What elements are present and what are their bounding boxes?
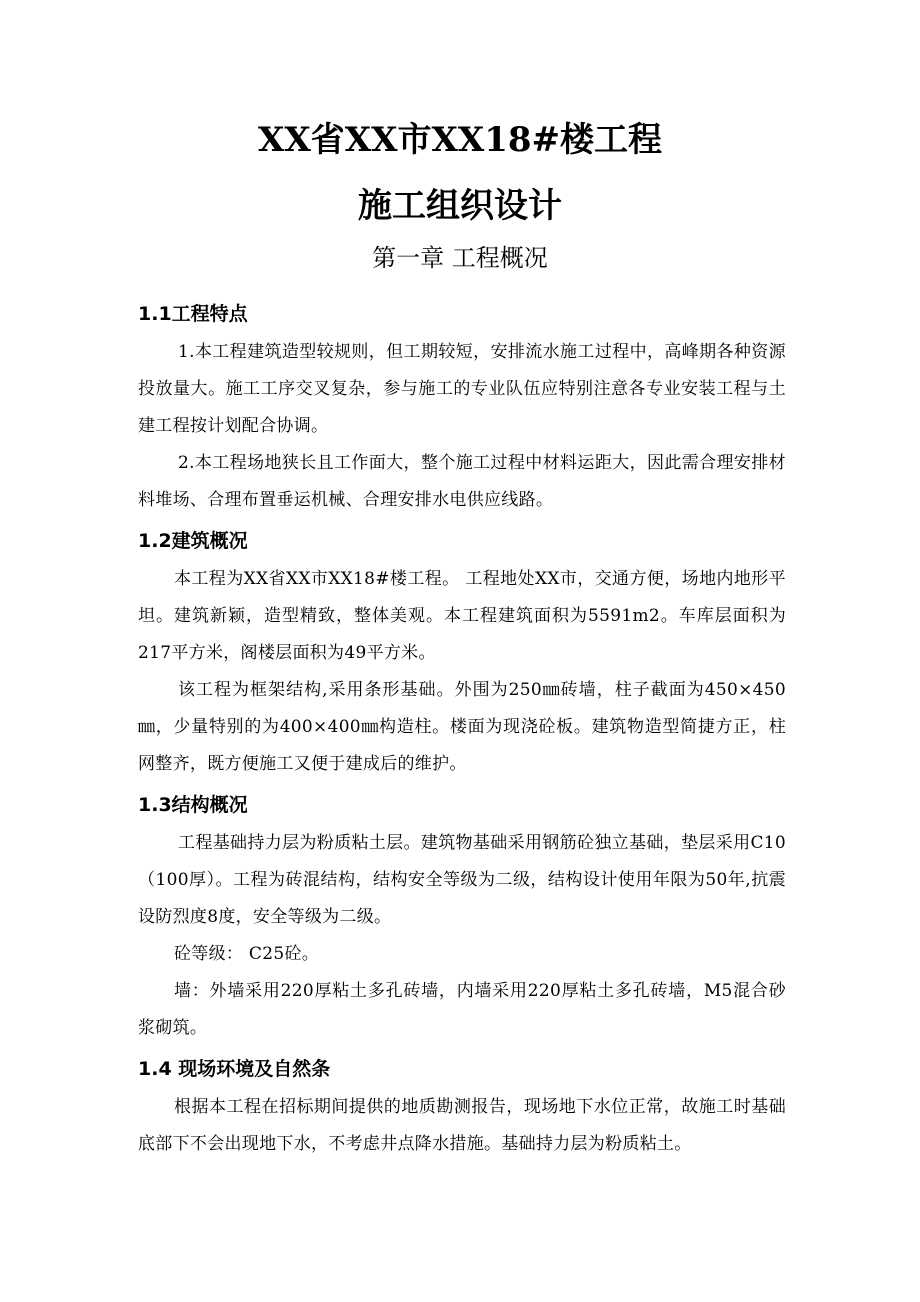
paragraph: 根据本工程在招标期间提供的地质勘测报告，现场地下水位正常，故施工时基础底部下不会出现地下水，不考虑井点降水措施。基础持力层为粉质粘土。 — [138, 1097, 786, 1154]
section-heading: 1.2建筑概况 — [138, 530, 248, 552]
paragraph: 本工程为XX省XX市XX18#楼工程。 工程地处XX市，交通方便，场地内地形平坦。建筑新颖，造型精致，整体美观。本工程建筑面积为5591m2。车库层面积为217平方米，阁楼层面积为49平方米。 — [138, 569, 786, 663]
paragraph: 1.本工程建筑造型较规则，但工期较短，安排流水施工过程中，高峰期各种资源投放量大。施工工序交叉复杂，参与施工的专业队伍应特别注意各专业安装工程与土建工程按计划配合协调。 — [138, 342, 786, 436]
section-1-2 — [138, 527, 786, 783]
document-title-line2: 施工组织设计 — [358, 186, 562, 226]
paragraph: 砼等级： C25砼。 — [174, 944, 320, 964]
section-1-3 — [138, 791, 786, 1047]
document-body — [138, 292, 786, 1163]
chapter-title: 第一章 工程概况 — [372, 244, 548, 272]
section-heading: 1.1工程特点 — [138, 303, 248, 325]
paragraph: 墙：外墙采用220厚粘土多孔砖墙，内墙采用220厚粘土多孔砖墙，M5混合砂浆砌筑。 — [138, 981, 786, 1038]
section-1-4 — [138, 1055, 786, 1163]
section-1-1 — [138, 300, 786, 519]
document-title-line1: XX省XX市XX18#楼工程 — [257, 120, 663, 160]
section-heading: 1.4 现场环境及自然条 — [138, 1058, 331, 1080]
paragraph: 2.本工程场地狭长且工作面大，整个施工过程中材料运距大，因此需合理安排材料堆场、合理布置垂运机械、合理安排水电供应线路。 — [138, 453, 786, 510]
paragraph: 工程基础持力层为粉质粘土层。建筑物基础采用钢筋砼独立基础，垫层采用C10（100厚）。工程为砖混结构，结构安全等级为二级，结构设计使用年限为50年,抗震设防烈度8度，安全等级为二级。 — [138, 833, 786, 927]
paragraph: 该工程为框架结构,采用条形基础。外围为250㎜砖墙，柱子截面为450×450㎜，少量特别的为400×400㎜构造柱。楼面为现浇砼板。建筑物造型简捷方正，柱网整齐，既方便施工又便于建成后的维护。 — [138, 680, 786, 774]
section-heading: 1.3结构概况 — [138, 794, 248, 816]
